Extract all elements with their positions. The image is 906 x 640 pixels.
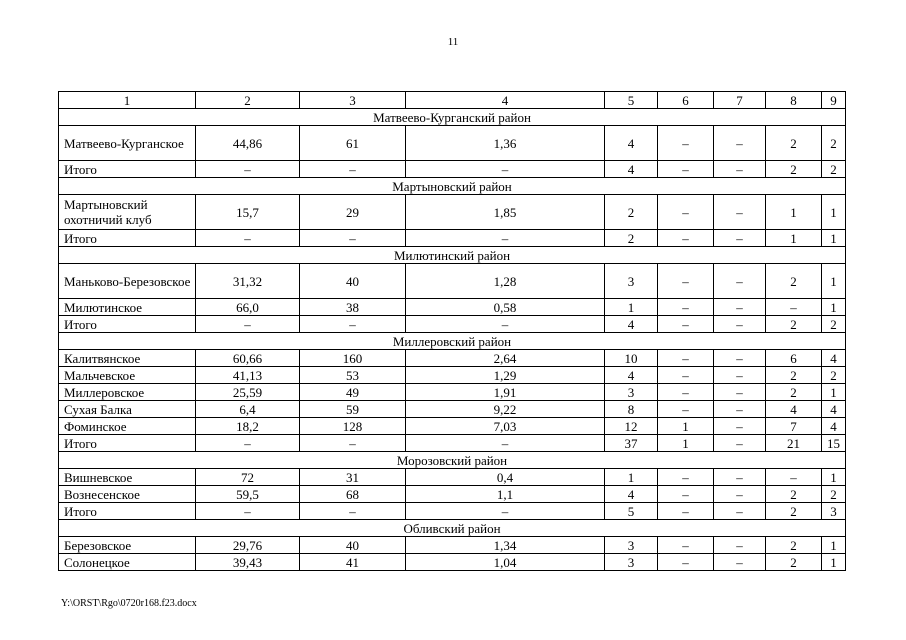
value-cell-col-4: 1,91 (406, 384, 605, 401)
value-cell-col-2: 29,76 (196, 537, 300, 554)
value-cell-col-7: – (714, 350, 766, 367)
value-cell-col-6: 1 (658, 418, 714, 435)
value-cell-col-7: – (714, 469, 766, 486)
table-body (59, 92, 846, 571)
value-cell-col-9: 4 (822, 418, 846, 435)
value-cell-col-4: 1,1 (406, 486, 605, 503)
value-cell-col-9: 1 (822, 299, 846, 316)
value-cell-col-3: 59 (300, 401, 406, 418)
value-cell-col-3: 41 (300, 554, 406, 571)
total-row (59, 435, 846, 452)
value-cell-col-7: – (714, 537, 766, 554)
value-cell-col-3: 53 (300, 367, 406, 384)
value-cell-col-6: – (658, 367, 714, 384)
row-name-cell: Мартыновский охотничий клуб (59, 195, 196, 230)
value-cell-col-2: 6,4 (196, 401, 300, 418)
row-name-cell: Маньково-Березовское (59, 264, 196, 299)
row-name-cell: Калитвянское (59, 350, 196, 367)
column-header-2: 2 (196, 92, 300, 109)
value-cell-col-9: 1 (822, 554, 846, 571)
value-cell-col-4: 1,34 (406, 537, 605, 554)
total-row (59, 230, 846, 247)
value-cell-col-3: – (300, 503, 406, 520)
value-cell-col-2: 44,86 (196, 126, 300, 161)
value-cell-col-7: – (714, 418, 766, 435)
value-cell-col-5: 3 (605, 554, 658, 571)
value-cell-col-4: – (406, 161, 605, 178)
district-title: Обливский район (59, 520, 846, 537)
value-cell-col-3: – (300, 161, 406, 178)
value-cell-col-5: 3 (605, 384, 658, 401)
row-name-cell: Березовское (59, 537, 196, 554)
value-cell-col-9: 1 (822, 384, 846, 401)
value-cell-col-4: – (406, 316, 605, 333)
row-name-cell: Итого (59, 161, 196, 178)
value-cell-col-6: – (658, 469, 714, 486)
row-name-cell: Итого (59, 316, 196, 333)
column-header-9: 9 (822, 92, 846, 109)
row-name-cell: Матвеево-Курганское (59, 126, 196, 161)
row-name-cell: Итого (59, 503, 196, 520)
value-cell-col-2: – (196, 230, 300, 247)
value-cell-col-5: 5 (605, 503, 658, 520)
value-cell-col-3: 31 (300, 469, 406, 486)
value-cell-col-9: 2 (822, 486, 846, 503)
value-cell-col-8: 21 (766, 435, 822, 452)
value-cell-col-6: – (658, 384, 714, 401)
value-cell-col-2: 25,59 (196, 384, 300, 401)
value-cell-col-3: 128 (300, 418, 406, 435)
value-cell-col-2: 15,7 (196, 195, 300, 230)
row-name-cell: Мальчевское (59, 367, 196, 384)
value-cell-col-3: – (300, 230, 406, 247)
value-cell-col-4: 0,58 (406, 299, 605, 316)
value-cell-col-5: 3 (605, 264, 658, 299)
section-row (59, 178, 846, 195)
value-cell-col-9: 15 (822, 435, 846, 452)
value-cell-col-4: 1,28 (406, 264, 605, 299)
value-cell-col-2: – (196, 435, 300, 452)
value-cell-col-8: 7 (766, 418, 822, 435)
total-row (59, 503, 846, 520)
value-cell-col-3: 40 (300, 264, 406, 299)
value-cell-col-5: 37 (605, 435, 658, 452)
value-cell-col-5: 8 (605, 401, 658, 418)
section-row (59, 109, 846, 126)
value-cell-col-5: 3 (605, 537, 658, 554)
table-row (59, 486, 846, 503)
value-cell-col-5: 4 (605, 126, 658, 161)
value-cell-col-5: 4 (605, 161, 658, 178)
value-cell-col-8: 2 (766, 503, 822, 520)
value-cell-col-2: 72 (196, 469, 300, 486)
footer-file-path: Y:\ORST\Rgo\0720r168.f23.docx (61, 598, 197, 609)
value-cell-col-9: 2 (822, 161, 846, 178)
value-cell-col-3: – (300, 435, 406, 452)
value-cell-col-9: 2 (822, 316, 846, 333)
value-cell-col-6: – (658, 264, 714, 299)
value-cell-col-8: 2 (766, 537, 822, 554)
table-row (59, 126, 846, 161)
value-cell-col-5: 4 (605, 367, 658, 384)
value-cell-col-9: 3 (822, 503, 846, 520)
total-row (59, 316, 846, 333)
header-row (59, 92, 846, 109)
value-cell-col-2: 41,13 (196, 367, 300, 384)
value-cell-col-7: – (714, 299, 766, 316)
value-cell-col-6: – (658, 230, 714, 247)
district-title: Миллеровский район (59, 333, 846, 350)
value-cell-col-9: 1 (822, 195, 846, 230)
value-cell-col-8: – (766, 299, 822, 316)
value-cell-col-6: – (658, 401, 714, 418)
value-cell-col-4: 1,29 (406, 367, 605, 384)
value-cell-col-2: 18,2 (196, 418, 300, 435)
value-cell-col-7: – (714, 161, 766, 178)
table-row (59, 469, 846, 486)
value-cell-col-7: – (714, 401, 766, 418)
value-cell-col-8: 1 (766, 230, 822, 247)
value-cell-col-8: 6 (766, 350, 822, 367)
value-cell-col-8: 1 (766, 195, 822, 230)
value-cell-col-2: 60,66 (196, 350, 300, 367)
column-header-7: 7 (714, 92, 766, 109)
value-cell-col-7: – (714, 126, 766, 161)
value-cell-col-7: – (714, 435, 766, 452)
value-cell-col-6: – (658, 503, 714, 520)
value-cell-col-5: 4 (605, 316, 658, 333)
row-name-cell: Миллеровское (59, 384, 196, 401)
table-row (59, 299, 846, 316)
value-cell-col-7: – (714, 195, 766, 230)
total-row (59, 161, 846, 178)
value-cell-col-6: 1 (658, 435, 714, 452)
value-cell-col-7: – (714, 384, 766, 401)
value-cell-col-7: – (714, 230, 766, 247)
column-header-6: 6 (658, 92, 714, 109)
page-number: 11 (447, 36, 459, 48)
value-cell-col-3: 29 (300, 195, 406, 230)
value-cell-col-2: – (196, 161, 300, 178)
value-cell-col-6: – (658, 537, 714, 554)
value-cell-col-5: 1 (605, 299, 658, 316)
column-header-4: 4 (406, 92, 605, 109)
table-row (59, 554, 846, 571)
value-cell-col-8: – (766, 469, 822, 486)
value-cell-col-8: 2 (766, 384, 822, 401)
value-cell-col-6: – (658, 350, 714, 367)
value-cell-col-4: 1,36 (406, 126, 605, 161)
value-cell-col-3: 49 (300, 384, 406, 401)
value-cell-col-9: 2 (822, 126, 846, 161)
district-title: Матвеево-Курганский район (59, 109, 846, 126)
column-header-8: 8 (766, 92, 822, 109)
value-cell-col-8: 4 (766, 401, 822, 418)
value-cell-col-9: 4 (822, 350, 846, 367)
column-header-1: 1 (59, 92, 196, 109)
value-cell-col-7: – (714, 503, 766, 520)
value-cell-col-4: – (406, 230, 605, 247)
value-cell-col-2: – (196, 316, 300, 333)
value-cell-col-3: 68 (300, 486, 406, 503)
value-cell-col-5: 12 (605, 418, 658, 435)
value-cell-col-6: – (658, 195, 714, 230)
value-cell-col-8: 2 (766, 126, 822, 161)
value-cell-col-4: 1,04 (406, 554, 605, 571)
value-cell-col-3: 40 (300, 537, 406, 554)
value-cell-col-9: 4 (822, 401, 846, 418)
table-row (59, 418, 846, 435)
district-title: Милютинский район (59, 247, 846, 264)
value-cell-col-7: – (714, 367, 766, 384)
district-table (58, 91, 846, 571)
district-title: Мартыновский район (59, 178, 846, 195)
table-row (59, 350, 846, 367)
value-cell-col-3: – (300, 316, 406, 333)
value-cell-col-8: 2 (766, 486, 822, 503)
value-cell-col-6: – (658, 299, 714, 316)
value-cell-col-2: 31,32 (196, 264, 300, 299)
value-cell-col-9: 1 (822, 469, 846, 486)
table-row (59, 401, 846, 418)
table-row (59, 367, 846, 384)
value-cell-col-7: – (714, 486, 766, 503)
row-name-cell: Милютинское (59, 299, 196, 316)
value-cell-col-8: 2 (766, 264, 822, 299)
table-row (59, 195, 846, 230)
value-cell-col-4: 7,03 (406, 418, 605, 435)
value-cell-col-2: 39,43 (196, 554, 300, 571)
value-cell-col-4: 9,22 (406, 401, 605, 418)
value-cell-col-9: 2 (822, 367, 846, 384)
value-cell-col-4: – (406, 435, 605, 452)
table-row (59, 264, 846, 299)
row-name-cell: Солонецкое (59, 554, 196, 571)
value-cell-col-8: 2 (766, 554, 822, 571)
value-cell-col-8: 2 (766, 316, 822, 333)
district-title: Морозовский район (59, 452, 846, 469)
row-name-cell: Итого (59, 435, 196, 452)
value-cell-col-7: – (714, 264, 766, 299)
section-row (59, 247, 846, 264)
row-name-cell: Вишневское (59, 469, 196, 486)
table-row (59, 537, 846, 554)
value-cell-col-5: 1 (605, 469, 658, 486)
value-cell-col-7: – (714, 554, 766, 571)
value-cell-col-6: – (658, 554, 714, 571)
value-cell-col-4: 1,85 (406, 195, 605, 230)
value-cell-col-6: – (658, 161, 714, 178)
column-header-3: 3 (300, 92, 406, 109)
value-cell-col-2: – (196, 503, 300, 520)
value-cell-col-5: 2 (605, 195, 658, 230)
value-cell-col-7: – (714, 316, 766, 333)
section-row (59, 333, 846, 350)
value-cell-col-8: 2 (766, 367, 822, 384)
value-cell-col-9: 1 (822, 537, 846, 554)
value-cell-col-3: 160 (300, 350, 406, 367)
value-cell-col-3: 61 (300, 126, 406, 161)
row-name-cell: Итого (59, 230, 196, 247)
row-name-cell: Сухая Балка (59, 401, 196, 418)
column-header-5: 5 (605, 92, 658, 109)
value-cell-col-9: 1 (822, 230, 846, 247)
value-cell-col-5: 10 (605, 350, 658, 367)
value-cell-col-6: – (658, 316, 714, 333)
value-cell-col-6: – (658, 486, 714, 503)
value-cell-col-3: 38 (300, 299, 406, 316)
value-cell-col-5: 4 (605, 486, 658, 503)
table-row (59, 384, 846, 401)
section-row (59, 520, 846, 537)
section-row (59, 452, 846, 469)
value-cell-col-2: 66,0 (196, 299, 300, 316)
row-name-cell: Фоминское (59, 418, 196, 435)
value-cell-col-6: – (658, 126, 714, 161)
value-cell-col-4: – (406, 503, 605, 520)
value-cell-col-5: 2 (605, 230, 658, 247)
value-cell-col-4: 0,4 (406, 469, 605, 486)
value-cell-col-8: 2 (766, 161, 822, 178)
row-name-cell: Вознесенское (59, 486, 196, 503)
value-cell-col-4: 2,64 (406, 350, 605, 367)
value-cell-col-2: 59,5 (196, 486, 300, 503)
value-cell-col-9: 1 (822, 264, 846, 299)
